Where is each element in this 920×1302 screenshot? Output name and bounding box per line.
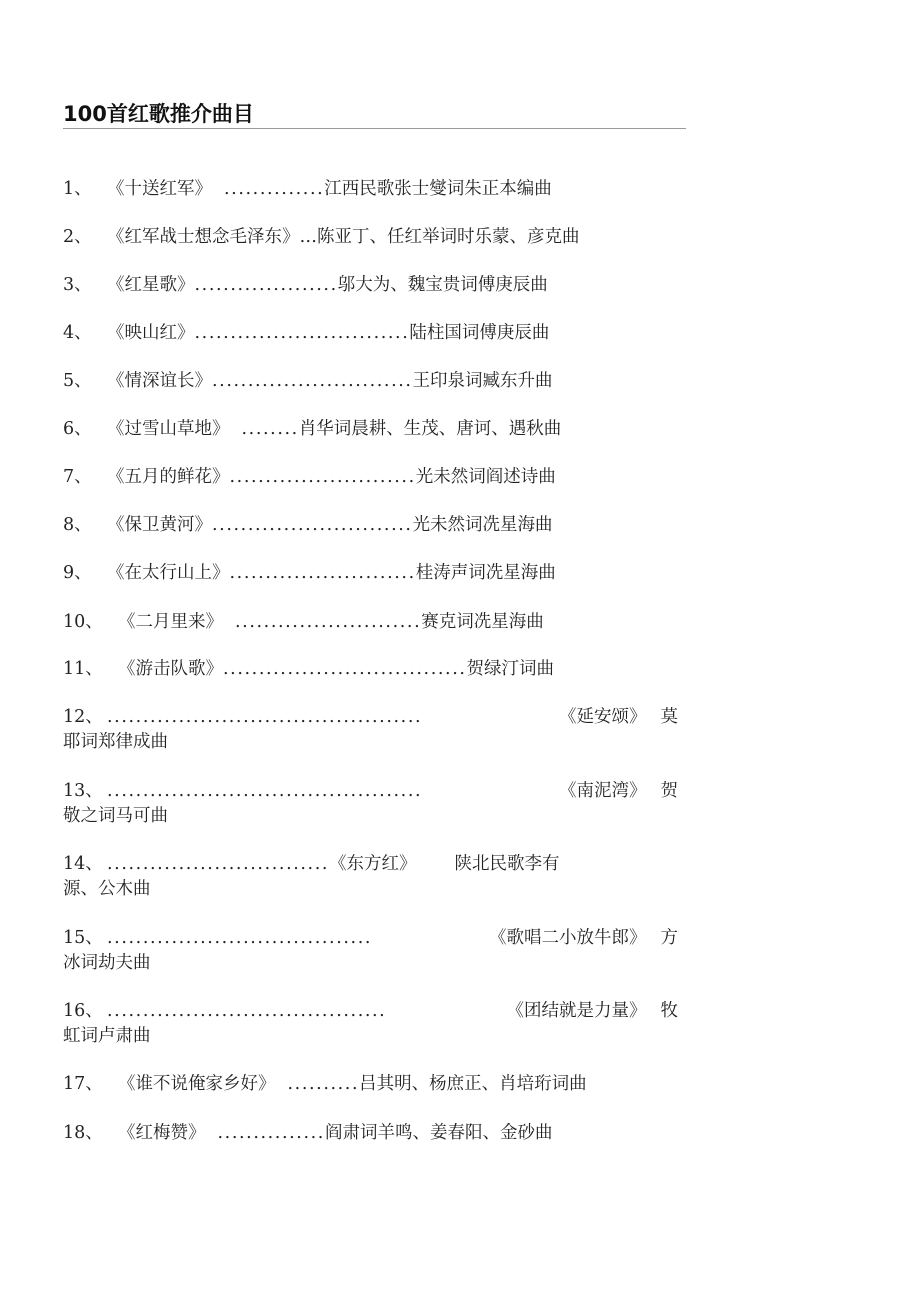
leader-dots: ............................... [107, 854, 330, 874]
song-title: 《十送红军》 [107, 179, 212, 199]
song-credit: 吕其明、杨庶正、肖培珩词曲 [359, 1074, 587, 1094]
song-title: 《映山红》 [107, 323, 195, 343]
title-underline [63, 128, 686, 129]
song-title: 《游击队歌》 [118, 659, 223, 679]
entry-number: 6、 [63, 419, 92, 439]
leader-dots: ............................ [212, 515, 413, 535]
entry-number: 18、 [63, 1123, 103, 1143]
leader-dots: ........ [241, 419, 299, 439]
entry-number: 2、 [63, 227, 92, 247]
song-credit: 光未然词冼星海曲 [412, 515, 553, 535]
list-item [63, 561, 678, 586]
song-credit-continued: 耶词郑律成曲 [63, 732, 168, 752]
song-title: 《在太行山上》 [107, 563, 230, 583]
leader-dots: .............................. [194, 323, 410, 343]
entry-number: 10、 [63, 612, 103, 632]
list-item [63, 705, 678, 755]
song-credit: 方 [660, 928, 678, 948]
list-item [63, 369, 678, 394]
song-credit: 光未然词阎述诗曲 [415, 467, 556, 487]
song-credit: 赛克词冼星海曲 [421, 612, 544, 632]
entry-number: 3、 [63, 275, 92, 295]
entry-number: 17、 [63, 1074, 103, 1094]
leader-dots: .................... [194, 275, 338, 295]
song-title: 《红星歌》 [107, 275, 195, 295]
song-title: 《歌唱二小放牛郎》 [489, 928, 647, 948]
list-item [63, 926, 678, 976]
song-title: 《保卫黄河》 [107, 515, 212, 535]
entry-number: 15、 [63, 928, 103, 948]
list-item [63, 177, 678, 202]
song-title: 《二月里来》 [118, 612, 223, 632]
entry-number: 13、 [63, 781, 103, 801]
leader-dots: ............................................ [107, 707, 423, 727]
song-credit: 陆柱国词傅庚辰曲 [409, 323, 550, 343]
song-credit: 桂涛声词冼星海曲 [415, 563, 556, 583]
entry-number: 9、 [63, 563, 92, 583]
leader-dots: .......................... [229, 467, 416, 487]
leader-dots: ............................ [212, 371, 413, 391]
leader-dots: .......................... [229, 563, 416, 583]
song-credit: 阎肃词羊鸣、姜春阳、金砂曲 [324, 1123, 553, 1143]
song-credit: 江西民歌张士燮词朱正本编曲 [324, 179, 552, 199]
song-title: 《五月的鲜花》 [107, 467, 230, 487]
leader-dots: .......................... [235, 612, 422, 632]
leader-dots: .................................. [223, 659, 467, 679]
list-item [63, 417, 678, 442]
list-item [63, 657, 678, 682]
song-credit: 肖华词晨耕、生茂、唐诃、遇秋曲 [298, 419, 562, 439]
list-item [63, 999, 678, 1049]
leader-dots: ............... [217, 1123, 325, 1143]
song-credit: 邬大为、魏宝贵词傅庚辰曲 [337, 275, 548, 295]
song-credit: 王印泉词臧东升曲 [412, 371, 553, 391]
list-item [63, 273, 678, 298]
song-title: 《谁不说俺家乡好》 [118, 1074, 276, 1094]
song-credit: 牧 [660, 1001, 678, 1021]
song-title: 《东方红》 [329, 854, 417, 874]
song-title: 《延安颂》 [559, 707, 647, 727]
entry-number: 1、 [63, 179, 92, 199]
song-title: 《南泥湾》 [559, 781, 647, 801]
entry-number: 16、 [63, 1001, 103, 1021]
song-title: 《红军战士想念毛泽东》 [107, 227, 300, 247]
song-credit: 陈亚丁、任红举词时乐蒙、彦克曲 [317, 227, 580, 247]
song-credit: 贺绿汀词曲 [466, 659, 555, 679]
song-credit-continued: 源、公木曲 [63, 879, 151, 899]
leader-dots: .......... [287, 1074, 360, 1094]
song-title: 《红梅赞》 [118, 1123, 206, 1143]
entry-number: 4、 [63, 323, 92, 343]
entry-number: 7、 [63, 467, 92, 487]
entry-number: 5、 [63, 371, 92, 391]
list-item [63, 465, 678, 490]
page-title: 100首红歌推介曲目 [63, 102, 254, 126]
leader-dots: ............................................ [107, 781, 423, 801]
song-credit: 陕北民歌李有 [454, 854, 560, 874]
song-title: 《过雪山草地》 [107, 419, 230, 439]
list-item [63, 610, 678, 635]
entry-number: 14、 [63, 854, 103, 874]
song-credit: 贺 [660, 781, 678, 801]
list-item [63, 513, 678, 538]
song-credit-continued: 虹词卢肃曲 [63, 1026, 151, 1046]
song-title: 《团结就是力量》 [506, 1001, 647, 1021]
song-credit-continued: 敬之词马可曲 [63, 806, 168, 826]
song-title: 《情深谊长》 [107, 371, 212, 391]
leader-dots: ..................................... [107, 928, 373, 948]
song-credit: 莫 [660, 707, 678, 727]
list-item [63, 225, 678, 250]
leader-dots: … [299, 227, 317, 247]
entry-number: 12、 [63, 707, 103, 727]
list-item [63, 321, 678, 346]
leader-dots: ....................................... [107, 1001, 387, 1021]
entry-number: 11、 [63, 659, 103, 679]
list-item [63, 1121, 678, 1146]
entry-number: 8、 [63, 515, 92, 535]
list-item [63, 1072, 678, 1097]
list-item [63, 779, 678, 829]
song-credit-continued: 冰词劫夫曲 [63, 953, 151, 973]
leader-dots: .............. [224, 179, 325, 199]
list-item [63, 852, 678, 902]
